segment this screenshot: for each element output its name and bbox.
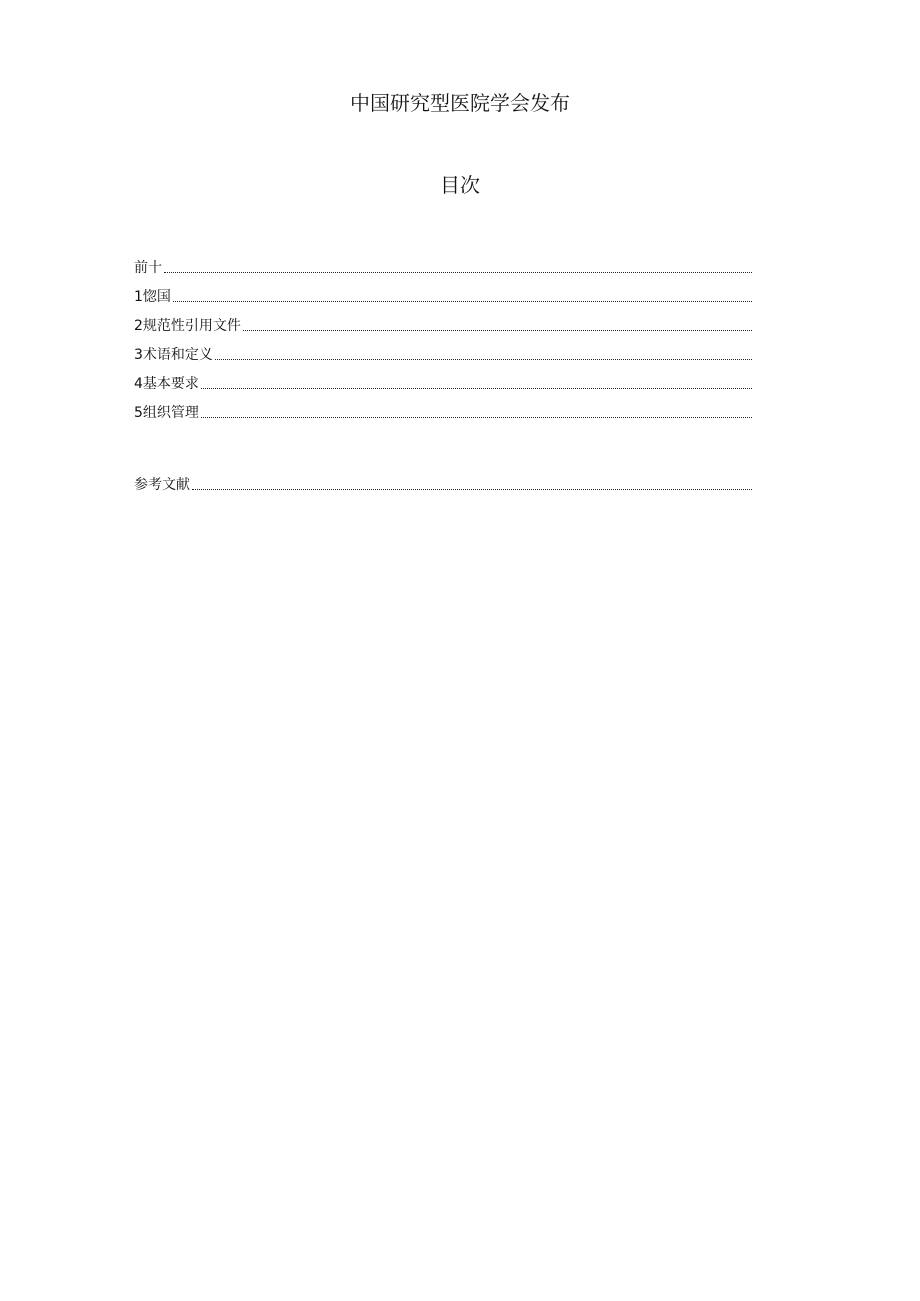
toc-entry-label: 2规范性引用文件 bbox=[134, 318, 241, 334]
toc-entry-label: 3术语和定义 bbox=[134, 347, 213, 363]
dot-leader bbox=[164, 272, 752, 273]
dot-leader bbox=[192, 489, 752, 490]
toc-entry-label: 5组织管理 bbox=[134, 405, 199, 421]
dot-leader bbox=[173, 301, 752, 302]
toc-entry-scope[interactable] bbox=[134, 277, 752, 306]
toc-entry-bibliography[interactable] bbox=[134, 465, 752, 494]
dot-leader bbox=[215, 359, 752, 360]
dot-leader bbox=[243, 330, 752, 331]
toc-entry-organization-management[interactable] bbox=[134, 393, 752, 422]
toc-entry-label: 前十 bbox=[134, 260, 162, 276]
toc-entry-label: 4基本要求 bbox=[134, 376, 199, 392]
toc-entry-basic-requirements[interactable] bbox=[134, 364, 752, 393]
dot-leader bbox=[201, 388, 752, 389]
toc-entry-foreword[interactable] bbox=[134, 248, 752, 277]
table-of-contents bbox=[134, 248, 752, 494]
toc-entry-label: 1惚国 bbox=[134, 289, 171, 305]
dot-leader bbox=[201, 417, 752, 418]
toc-entry-label: 参考文献 bbox=[134, 477, 190, 493]
publisher-line: 中国研究型医院学会发布 bbox=[350, 91, 570, 115]
toc-entry-terms-definitions[interactable] bbox=[134, 335, 752, 364]
toc-entry-normative-references[interactable] bbox=[134, 306, 752, 335]
toc-title: 目次 bbox=[440, 173, 480, 197]
